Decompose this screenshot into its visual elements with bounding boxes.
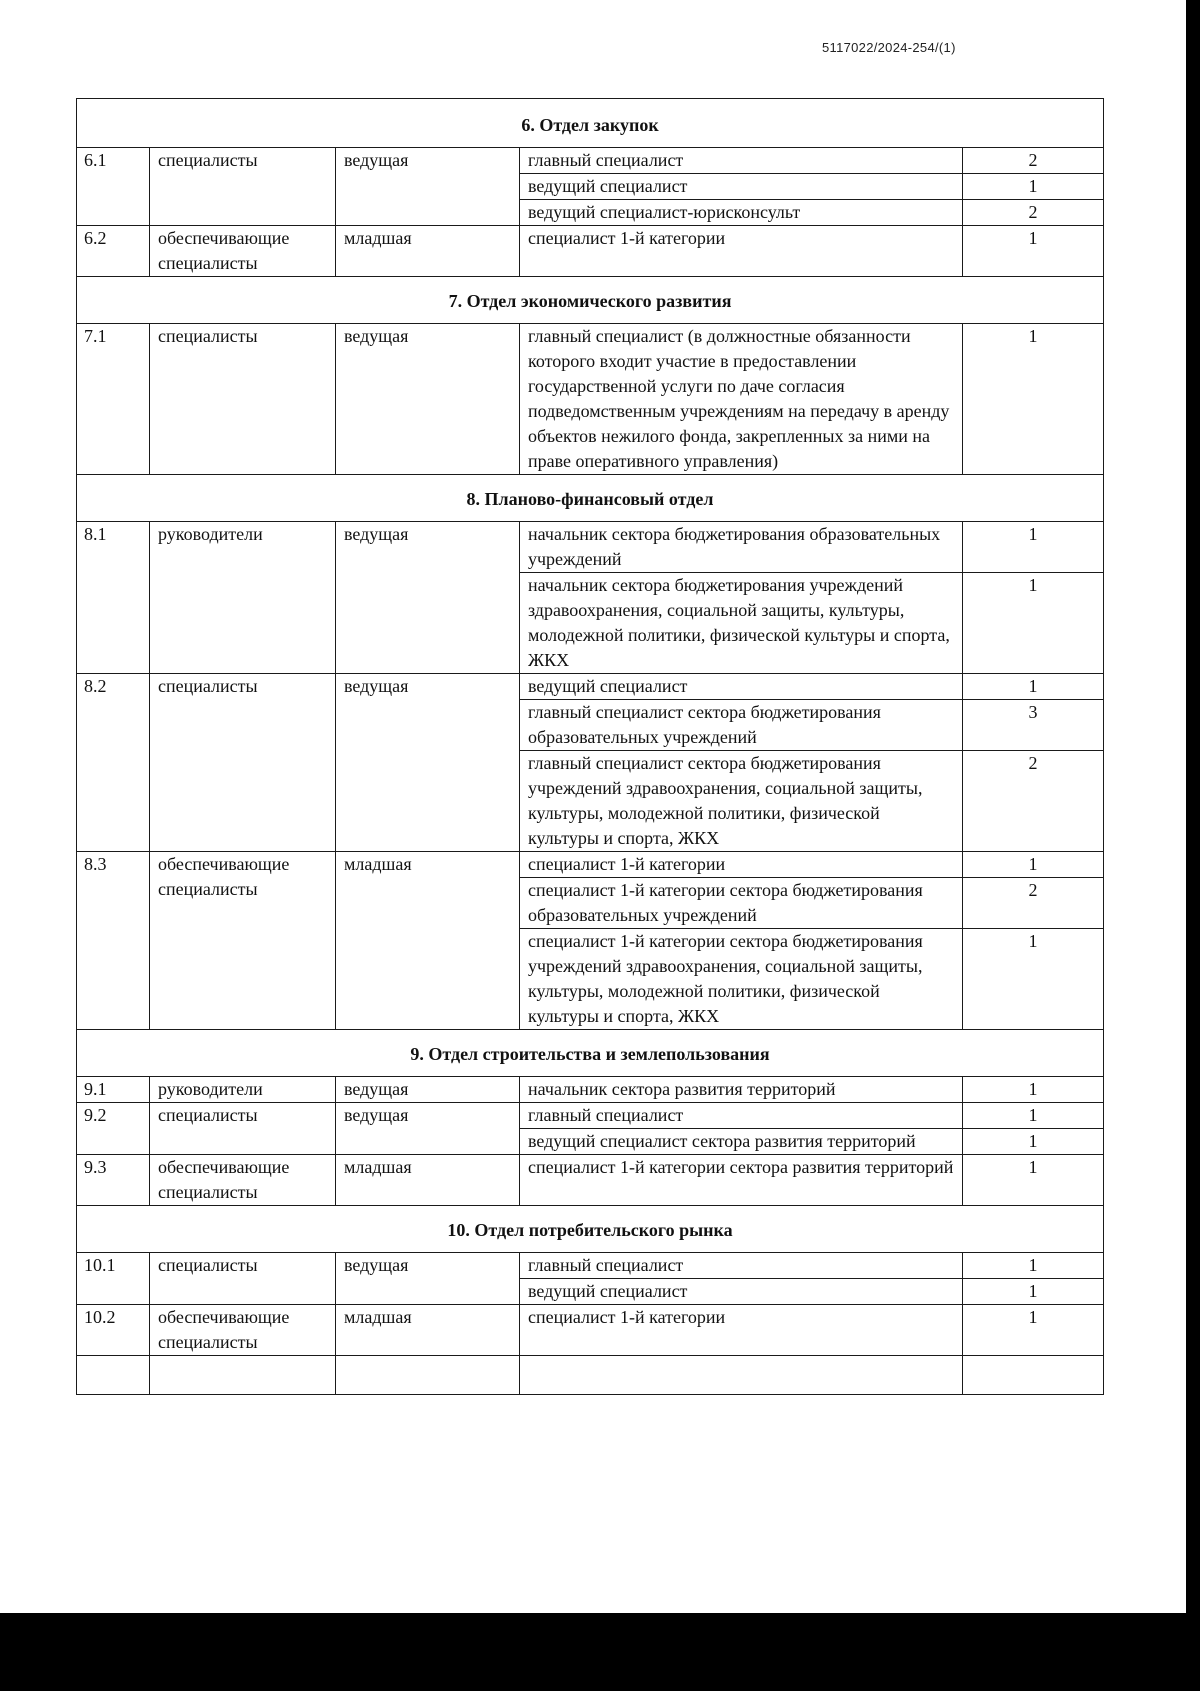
section-title: 8. Планово-финансовый отдел <box>77 475 1104 522</box>
section-header-row <box>77 475 1104 522</box>
position-group: ведущая <box>336 522 520 674</box>
position-row <box>77 324 1104 475</box>
position-row <box>77 148 1104 174</box>
section-title: 9. Отдел строительства и землепользования <box>77 1030 1104 1077</box>
position-count: 1 <box>963 1129 1104 1155</box>
position-row <box>77 522 1104 573</box>
position-name: специалист 1-й категории сектора бюджетирования учреждений здравоохранения, социальной защиты, культуры, молодежной политики, физической культуры и спорта, ЖКХ <box>520 929 963 1030</box>
group-number: 6.2 <box>77 226 150 277</box>
staff-table-body <box>77 99 1104 1395</box>
position-category: руководители <box>150 522 336 674</box>
position-count: 1 <box>963 1305 1104 1356</box>
group-number: 9.1 <box>77 1077 150 1103</box>
position-count: 1 <box>963 174 1104 200</box>
position-name: начальник сектора развития территорий <box>520 1077 963 1103</box>
position-count: 1 <box>963 522 1104 573</box>
position-category: специалисты <box>150 1253 336 1305</box>
position-category: специалисты <box>150 674 336 852</box>
section-header-row <box>77 1030 1104 1077</box>
document-number: 5117022/2024-254/(1) <box>822 40 956 55</box>
position-count: 2 <box>963 878 1104 929</box>
scan-edge-right <box>1186 0 1200 1691</box>
position-name: ведущий специалист сектора развития территорий <box>520 1129 963 1155</box>
position-row <box>77 226 1104 277</box>
position-name: начальник сектора бюджетирования образовательных учреждений <box>520 522 963 573</box>
position-category: специалисты <box>150 324 336 475</box>
position-category: специалисты <box>150 1103 336 1155</box>
section-title: 6. Отдел закупок <box>77 99 1104 148</box>
position-category: обеспечивающие специалисты <box>150 1305 336 1356</box>
section-header-row <box>77 1206 1104 1253</box>
group-number: 8.2 <box>77 674 150 852</box>
empty-cell <box>336 1356 520 1395</box>
position-group: ведущая <box>336 1103 520 1155</box>
position-count: 1 <box>963 573 1104 674</box>
empty-cell <box>520 1356 963 1395</box>
position-row <box>77 1103 1104 1129</box>
position-count: 1 <box>963 852 1104 878</box>
position-row <box>77 1077 1104 1103</box>
position-category: обеспечивающие специалисты <box>150 852 336 1030</box>
empty-cell <box>963 1356 1104 1395</box>
group-number: 8.3 <box>77 852 150 1030</box>
position-row <box>77 852 1104 878</box>
position-name: главный специалист <box>520 1103 963 1129</box>
position-name: главный специалист <box>520 148 963 174</box>
group-number: 7.1 <box>77 324 150 475</box>
position-category: обеспечивающие специалисты <box>150 226 336 277</box>
position-name: ведущий специалист-юрисконсульт <box>520 200 963 226</box>
position-count: 2 <box>963 751 1104 852</box>
empty-cell <box>77 1356 150 1395</box>
group-number: 8.1 <box>77 522 150 674</box>
position-group: ведущая <box>336 324 520 475</box>
position-name: специалист 1-й категории <box>520 852 963 878</box>
position-row <box>77 1155 1104 1206</box>
group-number: 6.1 <box>77 148 150 226</box>
section-title: 10. Отдел потребительского рынка <box>77 1206 1104 1253</box>
group-number: 9.3 <box>77 1155 150 1206</box>
group-number: 10.1 <box>77 1253 150 1305</box>
position-name: специалист 1-й категории <box>520 1305 963 1356</box>
empty-cell <box>150 1356 336 1395</box>
position-name: главный специалист (в должностные обязанности которого входит участие в предоставлении государственной услуги по даче согласия подведомственным учреждениям на передачу в аренду объектов нежилого фонда, закрепленных за ними на праве оперативного управления) <box>520 324 963 475</box>
position-count: 1 <box>963 674 1104 700</box>
position-name: ведущий специалист <box>520 1279 963 1305</box>
position-name: ведущий специалист <box>520 174 963 200</box>
position-count: 1 <box>963 324 1104 475</box>
position-name: главный специалист сектора бюджетирования образовательных учреждений <box>520 700 963 751</box>
empty-row <box>77 1356 1104 1395</box>
group-number: 9.2 <box>77 1103 150 1155</box>
position-group: ведущая <box>336 1253 520 1305</box>
position-category: обеспечивающие специалисты <box>150 1155 336 1206</box>
position-row <box>77 674 1104 700</box>
position-count: 1 <box>963 1155 1104 1206</box>
position-name: специалист 1-й категории сектора бюджетирования образовательных учреждений <box>520 878 963 929</box>
position-name: главный специалист сектора бюджетирования учреждений здравоохранения, социальной защиты, культуры, молодежной политики, физической культуры и спорта, ЖКХ <box>520 751 963 852</box>
position-group: ведущая <box>336 674 520 852</box>
position-row <box>77 1305 1104 1356</box>
position-category: специалисты <box>150 148 336 226</box>
position-name: начальник сектора бюджетирования учреждений здравоохранения, социальной защиты, культуры, молодежной политики, физической культуры и спорта, ЖКХ <box>520 573 963 674</box>
section-header-row <box>77 277 1104 324</box>
position-name: специалист 1-й категории <box>520 226 963 277</box>
position-name: специалист 1-й категории сектора развития территорий <box>520 1155 963 1206</box>
position-group: ведущая <box>336 1077 520 1103</box>
position-name: ведущий специалист <box>520 674 963 700</box>
scan-edge-bottom <box>0 1613 1200 1691</box>
position-group: младшая <box>336 852 520 1030</box>
position-count: 1 <box>963 1103 1104 1129</box>
position-count: 3 <box>963 700 1104 751</box>
section-title: 7. Отдел экономического развития <box>77 277 1104 324</box>
position-name: главный специалист <box>520 1253 963 1279</box>
position-count: 2 <box>963 148 1104 174</box>
position-category: руководители <box>150 1077 336 1103</box>
position-group: ведущая <box>336 148 520 226</box>
position-count: 1 <box>963 226 1104 277</box>
position-count: 1 <box>963 929 1104 1030</box>
position-row <box>77 1253 1104 1279</box>
position-count: 1 <box>963 1253 1104 1279</box>
position-group: младшая <box>336 226 520 277</box>
section-header-row <box>77 99 1104 148</box>
position-group: младшая <box>336 1155 520 1206</box>
position-group: младшая <box>336 1305 520 1356</box>
group-number: 10.2 <box>77 1305 150 1356</box>
position-count: 1 <box>963 1077 1104 1103</box>
staff-table <box>76 98 1104 1395</box>
position-count: 2 <box>963 200 1104 226</box>
position-count: 1 <box>963 1279 1104 1305</box>
